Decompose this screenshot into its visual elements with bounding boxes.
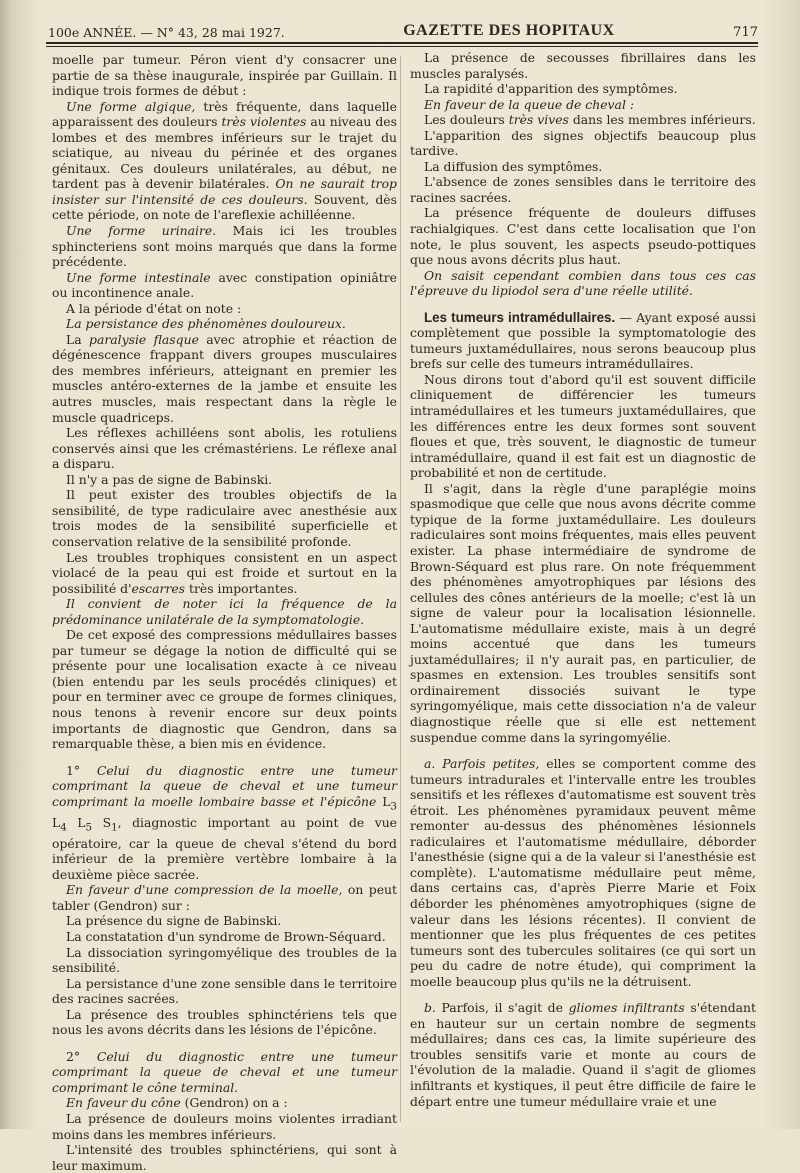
left-column-paragraph: La présence de douleurs moins violentes irradiant moins dans les membres inférieurs. [52,1111,397,1142]
right-column-paragraph: La présence fréquente de douleurs diffuses rachialgiques. C'est dans cette localisation que l'on note, le plus souvent, les aspects pseudo-pottiques que nous avons décrits plus haut. [410,205,756,268]
header-rule-thin [46,46,758,47]
left-column-paragraph: 1° Celui du diagnostic entre une tumeur comprimant la queue de cheval et une tumeur comprimant la moelle lombaire basse et l'épicône $L_3$ $L_4$ $L_5$ $S_1$, diagnostic important au point de vue opératoire, car la queue de cheval s'étend du bord inférieur de la première vertèbre lombaire à la deuxième pièce sacrée. [52,762,398,882]
left-column-paragraph: La présence des troubles sphinctériens tels que nous les avons décrits dans les lésions de l'épicône. [52,1006,397,1038]
left-column-paragraph: A la période d'état on note : [66,300,242,316]
left-column-paragraph: La paralysie flasque avec atrophie et réaction de dégénescence frappant divers groupes musculaires des membres inférieurs, atteignant en premier les muscles antéro-externes de la jambe et ensuite les autres muscles, mais respectant dans la règle le muscle quadriceps. [52,331,397,425]
right-column-paragraph: La rapidité d'apparition des symptômes. [424,81,678,97]
page-header [48,14,758,40]
header-rule [46,42,758,44]
left-column-paragraph: moelle par tumeur. Péron vient d'y consacrer une partie de sa thèse inaugurale, inspirée par Guillain. Il indique trois formes de début : [52,52,397,99]
issue-info: 100e ANNÉE. — N° 43, 28 mai 1927. [48,25,285,40]
column-divider [400,56,401,1122]
left-column-paragraph: La persistance d'une zone sensible dans le territoire des racines sacrées. [52,975,397,1007]
left-column-paragraph: En faveur du cône (Gendron) on a : [66,1095,288,1111]
journal-title: GAZETTE DES HOPITAUX [403,22,615,39]
right-column-paragraph: Les tumeurs intramédullaires. — Ayant exposé aussi complètement que possible la symptomatologie des tumeurs juxtamédullaires, nous serons beaucoup plus brefs sur celle des tumeurs intramédullaires. [410,309,757,372]
right-column-paragraph: L'apparition des signes objectifs beaucoup plus tardive. [410,127,756,159]
right-column [410,50,756,1109]
page-number: 717 [733,25,758,40]
right-column-paragraph: En faveur de la queue de cheval : [424,96,635,112]
left-column-paragraph: Une forme algique, très fréquente, dans laquelle apparaissent des douleurs très violentes au niveau des lombes et des membres inférieurs sur le trajet du sciatique, au niveau du périnée et des organes génitaux. Ces douleurs unilatérales, au début, ne tardent pas à devenir bilatérales. On ne saurait trop insister sur l'intensité de ces douleurs. Souvent, dès cette période, on note de l'areflexie achilléenne. [52,98,397,223]
left-column-paragraph: En faveur d'une compression de la moelle, on peut tabler (Gendron) sur : [52,882,397,913]
right-column-paragraph: Nous dirons tout d'abord qu'il est souvent difficile cliniquement de différencier les tumeurs intramédullaires et les tumeurs juxtamédullaires, que les différences entre les deux formes sont souvent floues et que, très souvent, le diagnostic de tumeur intramédullaire, quand il est fait est un diagnostic de probabilité et non de certitude. [410,371,756,481]
left-column-paragraph: Les réflexes achilléens sont abolis, les rotuliens conservés ainsi que les crémastériens. Le réflexe anal a disparu. [52,425,397,472]
left-column-paragraph: L'intensité des troubles sphinctériens, qui sont à leur maximum. [52,1142,397,1173]
right-column-paragraph: L'absence de zones sensibles dans le territoire des racines sacrées. [410,174,756,205]
left-column-paragraph: Il n'y a pas de signe de Babinski. [66,471,273,487]
left-column-paragraph: Une forme urinaire. Mais ici les troubles sphincteriens sont moins marqués que dans la forme précédente. [52,223,397,270]
right-column-paragraph: On saisit cependant combien dans tous ces cas l'épreuve du lipiodol sera d'une réelle utilité. [410,267,756,299]
left-column-paragraph: La dissociation syringomyélique des troubles de la sensibilité. [52,944,397,976]
right-column-paragraph: Les douleurs très vives dans les membres inférieurs. [424,112,756,128]
right-column-paragraph: Il s'agit, dans la règle d'une paraplégie moins spasmodique que celle que nous avons décrite comme typique de la forme juxtamédullaire. Les douleurs radiculaires sont moins fréquentes, mais elles peuvent exister. La phase intermédiaire de syndrome de Brown-Séquard est plus rare. On note fréquemment des phénomènes amyotrophiques par lésions des cellules des cônes antérieurs de la moelle; c'est là un signe de valeur pour la localisation lésionnelle. L'automatisme médullaire existe, mais à un degré moins accentué que dans les tumeurs juxtamédullaires; il n'y aurait pas, en particulier, de spasmes en extension. Les troubles sensitifs sont ordinairement dissociés suivant le type syringomyélique, mais cette dissociation n'a de valeur diagnostique réelle que si elle est nettement suspendue comme dans la syringomyélie. [410,480,756,745]
left-column-paragraph: Il peut exister des troubles objectifs de la sensibilité, de type radiculaire avec anesthésie aux trois modes de la sensibilité superficielle et conservation relative de la sensibilité profonde. [52,487,397,549]
left-column-paragraph: De cet exposé des compressions médullaires basses par tumeur se dégage la notion de difficulté qui se présente pour une localisation exacte à ce niveau (bien entendu par les seuls procédés cliniques) et pour en terminer avec ce groupe de formes cliniques, nous tenons à revenir encore sur deux points importants de diagnostic que Gendron, dans sa remarquable thèse, a bien mis en évidence. [52,627,397,752]
left-column-paragraph: Une forme intestinale avec constipation opiniâtre ou incontinence anale. [52,269,398,301]
right-column-paragraph: La présence de secousses fibrillaires dans les muscles paralysés. [410,50,756,81]
left-column [52,52,397,1173]
left-column-paragraph: Les troubles trophiques consistent en un aspect violacé de la peau qui est froide et surtout en la possibilité d'escarres très importantes. [52,549,397,596]
left-column-paragraph: La persistance des phénomènes douloureux. [66,316,346,332]
left-column-paragraph: La présence du signe de Babinski. [66,913,282,929]
right-column-paragraph: La diffusion des symptômes. [424,158,603,174]
right-column-paragraph: a. Parfois petites, elles se comportent comme des tumeurs intradurales et l'intervalle entre les troubles sensitifs et les réflexes d'automatisme est souvent très étroit. Les phénomènes pyramidaux peuvent même remonter au-dessus des phénomènes lésionnels radiculaires et l'automatisme médullaire, déborder l'anesthésie (signe qui a de la valeur si l'anesthésie est complète). L'automatisme médullaire peut même, dans certains cas, d'après Pierre Marie et Foix déborder les phénomènes amyotrophiques (signe de valeur dans les lésions récentes). Il convient de mentionner que les plus fréquentes de ces petites tumeurs sont des tubercules solitaires (ce qui sort un peu du cadre de notre étude), qui compriment la moelle beaucoup plus qu'ils ne la détruisent. [410,756,756,989]
left-column-paragraph: 2° Celui du diagnostic entre une tumeur comprimant la queue de cheval et une tumeur comprimant le cône terminal. [52,1048,397,1095]
left-column-paragraph: La constatation d'un syndrome de Brown-Séquard. [66,929,386,945]
right-column-paragraph: b. Parfois, il s'agit de gliomes infiltrants s'étendant en hauteur sur un certain nombre de segments médullaires; dans ces cas, la limite supérieure des troubles sensitifs varie et monte au cours de l'évolution de la maladie. Quand il s'agit de gliomes infiltrants et kystiques, il peut être difficile de faire le départ entre une tumeur médullaire vraie et une [410,1000,756,1109]
left-column-paragraph: Il convient de noter ici la fréquence de la prédominance unilatérale de la symptomatologie. [52,596,397,627]
